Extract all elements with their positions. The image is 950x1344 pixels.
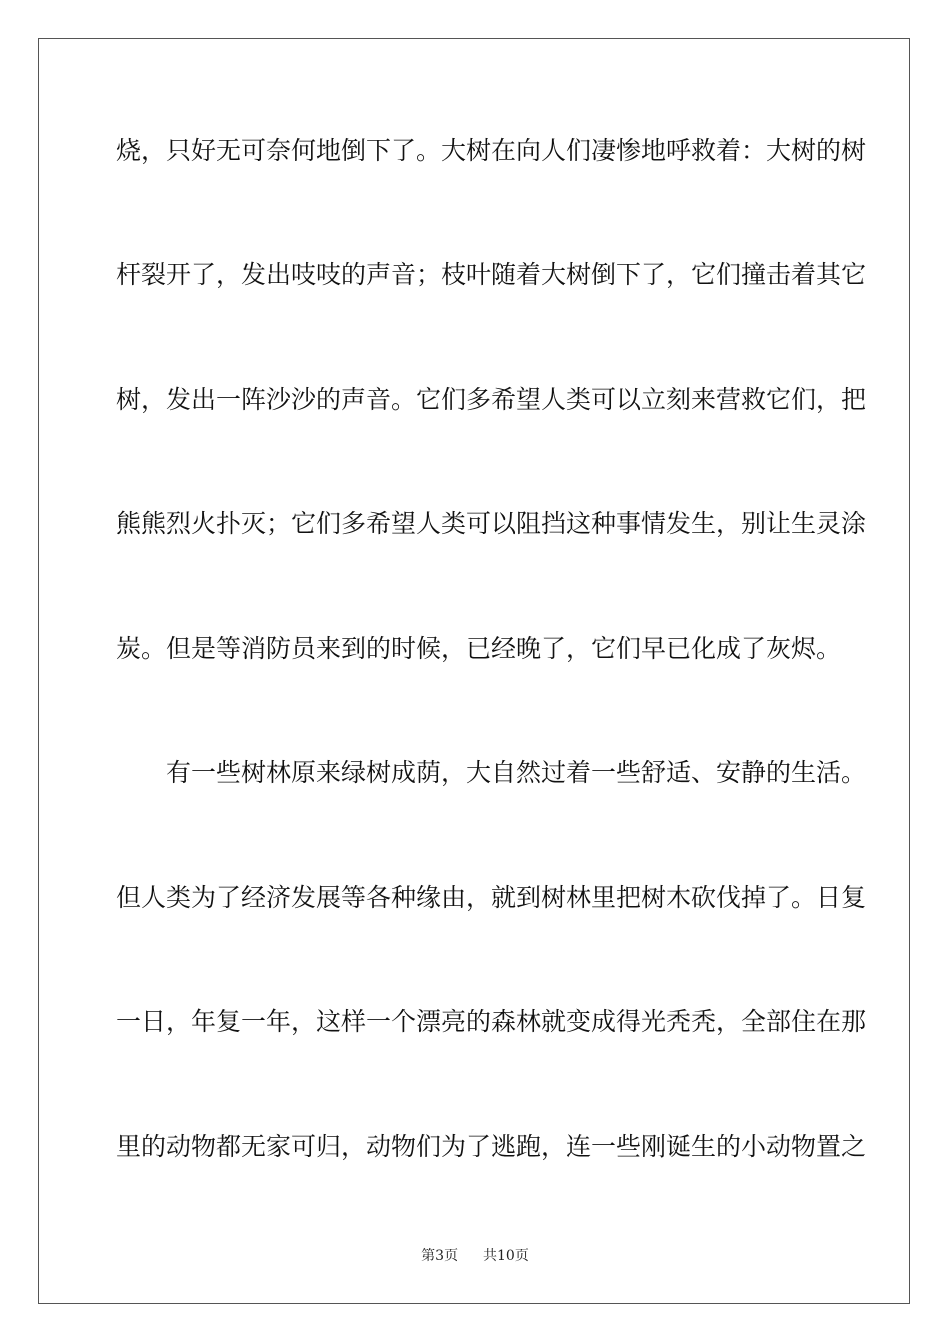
paragraph-line: 里的动物都无家可归，动物们为了逃跑，连一些刚诞生的小动物置之 xyxy=(116,1132,867,1161)
page-border xyxy=(38,38,910,1304)
paragraph-line: 但人类为了经济发展等各种缘由，就到树林里把树木砍伐掉了。日复 xyxy=(116,883,867,912)
paragraph-line: 熊熊烈火扑灭；它们多希望人类可以阻挡这种事情发生，别让生灵涂 xyxy=(116,509,867,538)
page-total: 共10页 xyxy=(483,1248,529,1264)
paragraph-line: 一日，年复一年，这样一个漂亮的森林就变成得光秃秃，全部住在那 xyxy=(116,1007,867,1036)
paragraph-line: 杆裂开了，发出吱吱的声音；枝叶随着大树倒下了，它们撞击着其它 xyxy=(116,260,867,289)
page-number: 第3页 xyxy=(421,1248,459,1264)
paragraph-line: 炭。但是等消防员来到的时候，已经晚了，它们早已化成了灰烬。 xyxy=(116,634,842,663)
paragraph-first-line: 有一些树林原来绿树成荫，大自然过着一些舒适、安静的生活。 xyxy=(166,758,867,787)
paragraph-line: 烧，只好无可奈何地倒下了。大树在向人们凄惨地呼救着：大树的树 xyxy=(116,136,867,165)
page-footer xyxy=(0,1247,950,1265)
paragraph-line: 树，发出一阵沙沙的声音。它们多希望人类可以立刻来营救它们，把 xyxy=(116,385,867,414)
